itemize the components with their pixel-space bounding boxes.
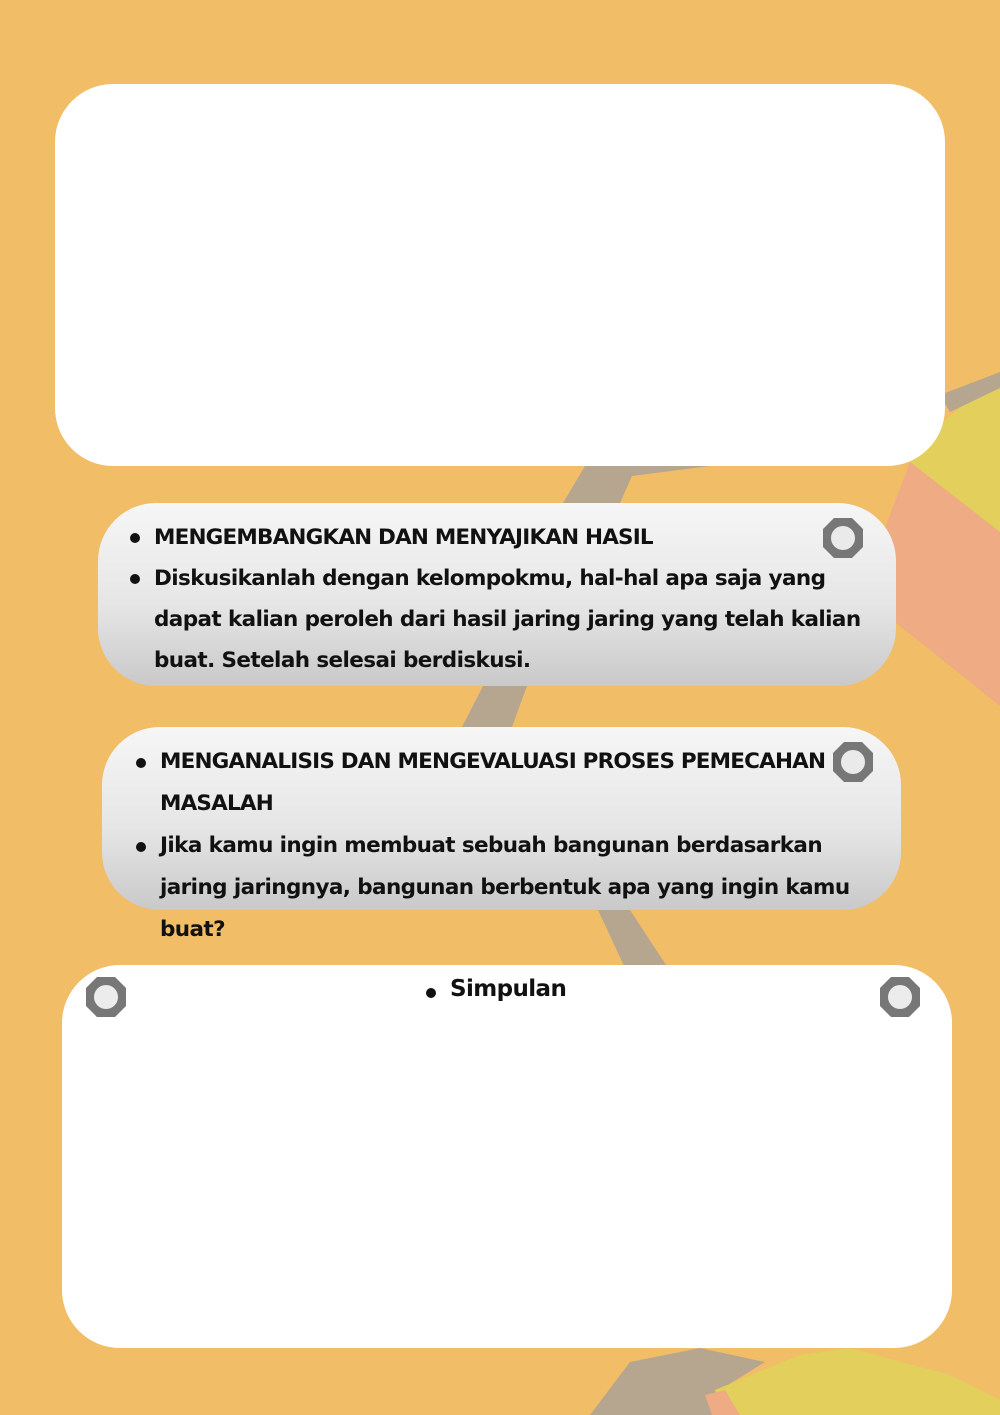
octagon-ring-icon [83, 974, 129, 1020]
analyze-evaluate-body: Jika kamu ingin membuat sebuah bangunan berdasarkan jaring jaringnya, bangunan berbentuk apa yang ingin kamu buat? [132, 825, 895, 951]
octagon-ring-icon [820, 515, 866, 561]
develop-results-card [98, 503, 896, 686]
conclusion-title: Simpulan [424, 976, 566, 1002]
analyze-evaluate-list [132, 741, 895, 951]
conclusion-card [62, 965, 952, 1348]
develop-results-list [126, 517, 890, 681]
analyze-evaluate-card [102, 727, 901, 942]
road-segment [462, 686, 527, 727]
octagon-ring-icon [877, 974, 923, 1020]
analyze-evaluate-heading: MENGANALISIS DAN MENGEVALUASI PROSES PEMECAHAN MASALAH [132, 741, 895, 825]
develop-results-heading: MENGEMBANGKAN DAN MENYAJIKAN HASIL [126, 517, 890, 558]
top-blank-card [55, 84, 945, 466]
develop-results-body: Diskusikanlah dengan kelompokmu, hal-hal apa saja yang dapat kalian peroleh dari hasil jaring jaring yang telah kalian buat. Setelah selesai berdiskusi. [126, 558, 890, 681]
yellow-shape [715, 1348, 1000, 1415]
octagon-ring-icon [830, 739, 876, 785]
road-segment [563, 466, 710, 503]
